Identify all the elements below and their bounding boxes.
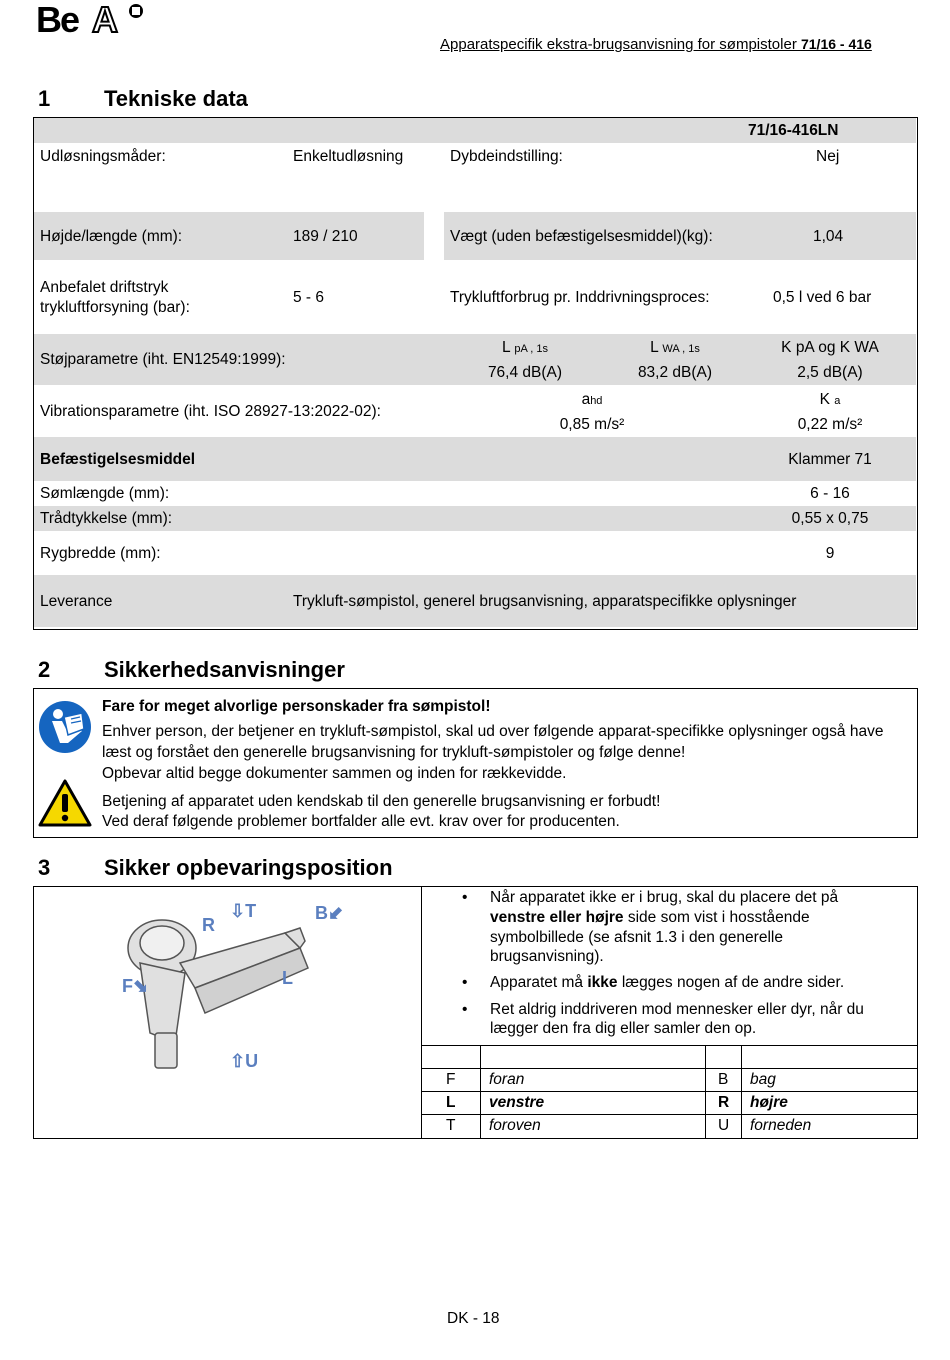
svg-text:A: A bbox=[92, 2, 118, 36]
lpa-value: 76,4 dB(A) bbox=[487, 364, 563, 381]
weight-value: 1,04 bbox=[813, 228, 844, 245]
read-manual-icon bbox=[38, 699, 92, 755]
ahd-header: ahd bbox=[581, 391, 603, 408]
warning-title: Fare for meget alvorlige personskader fra sømpistol! bbox=[102, 698, 491, 715]
legend-key: R bbox=[718, 1094, 730, 1111]
model-header: 71/16-416LN bbox=[748, 122, 839, 139]
page-number: DK - 18 bbox=[447, 1310, 500, 1327]
svg-text:Be: Be bbox=[36, 2, 79, 36]
section-2-title: Sikkerhedsanvisninger bbox=[104, 657, 345, 682]
arrow-b-icon: B⬋ bbox=[315, 903, 344, 923]
section-1-title: Tekniske data bbox=[104, 86, 248, 111]
length-label: Sømlængde (mm): bbox=[40, 485, 170, 502]
lwa-header: L WA , 1s bbox=[650, 339, 700, 356]
bullet-2: Apparatet må ikke lægges nogen af de andre sider. bbox=[490, 974, 845, 991]
lwa-value: 83,2 dB(A) bbox=[637, 364, 713, 381]
ka-header: K a bbox=[819, 391, 841, 408]
arrow-r-icon: R bbox=[202, 915, 215, 935]
arrow-up-u-icon: ⇧U bbox=[230, 1051, 259, 1071]
bullet-1-line-2: venstre eller højre side som vist i hosstående bbox=[490, 909, 810, 926]
section-3-number: 3 bbox=[38, 855, 51, 880]
legend-value: bag bbox=[750, 1071, 776, 1088]
bullet-icon: • bbox=[462, 889, 468, 906]
height-label: Højde/længde (mm): bbox=[40, 228, 183, 245]
legend-key: B bbox=[718, 1071, 729, 1088]
bullet-3-line-2: lægger den fra dig eller samler den op. bbox=[490, 1020, 757, 1037]
document-header: Apparatspecifik ekstra-brugsanvisning for sømpistoler 71/16 - 416 bbox=[440, 36, 872, 53]
section-3-title: Sikker opbevaringsposition bbox=[104, 855, 393, 880]
weight-label: Vægt (uden befæstigelsesmiddel)(kg): bbox=[450, 228, 713, 245]
bullet-icon: • bbox=[462, 1001, 468, 1018]
pressure-label-2: trykluftforsyning (bar): bbox=[40, 299, 190, 316]
safety-text-5: Ved deraf følgende problemer bortfalder alle evt. krav over for producenten. bbox=[102, 813, 620, 830]
legend-key: T bbox=[446, 1117, 456, 1134]
fastener-label: Befæstigelsesmiddel bbox=[40, 451, 196, 468]
section-2-number: 2 bbox=[38, 657, 51, 682]
bullet-1-line-4: brugsanvisning). bbox=[490, 948, 604, 965]
lpa-header: L pA , 1s bbox=[502, 339, 548, 356]
crown-value: 9 bbox=[825, 545, 835, 562]
arrow-l-icon: L bbox=[282, 968, 293, 988]
warning-icon bbox=[38, 778, 92, 828]
safety-text-2: læst og forstået den generelle brugsanvisning for trykluft-sømpistoler og følge denne! bbox=[102, 744, 686, 761]
ahd-value: 0,85 m/s² bbox=[559, 416, 625, 433]
depth-value: Nej bbox=[816, 148, 840, 165]
k-header: K pA og K WA bbox=[781, 339, 879, 356]
k-value: 2,5 dB(A) bbox=[797, 364, 863, 381]
trigger-value: Enkeltudløsning bbox=[293, 148, 404, 165]
bullet-3-line-1: Ret aldrig inddriveren mod mennesker eller dyr, når du bbox=[490, 1001, 864, 1018]
air-value: 0,5 l ved 6 bar bbox=[773, 289, 872, 306]
length-value: 6 - 16 bbox=[810, 485, 850, 502]
depth-label: Dybdeindstilling: bbox=[450, 148, 563, 165]
arrow-down-t-icon: ⇩T bbox=[230, 901, 257, 921]
safety-text-3: Opbevar altid begge dokumenter sammen og inden for rækkevidde. bbox=[102, 765, 567, 782]
height-value: 189 / 210 bbox=[293, 228, 358, 245]
wire-label: Trådtykkelse (mm): bbox=[40, 510, 173, 527]
air-label: Trykluftforbrug pr. Inddrivningsproces: bbox=[450, 289, 710, 306]
crown-label: Rygbredde (mm): bbox=[40, 545, 161, 562]
legend-value: foroven bbox=[489, 1117, 541, 1134]
bullet-icon: • bbox=[462, 974, 468, 991]
legend-key: U bbox=[718, 1117, 730, 1134]
pressure-value: 5 - 6 bbox=[293, 289, 325, 306]
delivery-value: Trykluft-sømpistol, generel brugsanvisning, apparatspecifikke oplysninger bbox=[293, 593, 797, 610]
safety-text-1: Enhver person, der betjener en trykluft-sømpistol, skal ud over følgende apparat-specifikke oplysninger også have bbox=[102, 723, 884, 740]
legend-key: F bbox=[446, 1071, 456, 1088]
legend-value: højre bbox=[750, 1094, 788, 1111]
delivery-label: Leverance bbox=[40, 593, 113, 610]
safety-text-4: Betjening af apparatet uden kendskab til den generelle brugsanvisning er forbudt! bbox=[102, 793, 661, 810]
legend-value: venstre bbox=[489, 1094, 545, 1111]
fastener-value: Klammer 71 bbox=[788, 451, 872, 468]
bullet-1-line-3: symbolbillede (se afsnit 1.3 i den generelle bbox=[490, 929, 783, 946]
bea-logo bbox=[36, 2, 146, 36]
nailer-illustration bbox=[110, 893, 350, 1078]
trigger-label: Udløsningsmåder: bbox=[40, 148, 166, 165]
legend-value: foran bbox=[489, 1071, 525, 1088]
pressure-label-1: Anbefalet driftstryk bbox=[40, 279, 169, 296]
vibration-label: Vibrationsparametre (iht. ISO 28927-13:2022-02): bbox=[40, 403, 381, 420]
legend-key: L bbox=[446, 1094, 456, 1111]
noise-label: Støjparametre (iht. EN12549:1999): bbox=[40, 351, 286, 368]
bullet-1-line-1: Når apparatet ikke er i brug, skal du placere det på bbox=[490, 889, 839, 906]
arrow-f-icon: F⬊ bbox=[122, 976, 149, 996]
wire-value: 0,55 x 0,75 bbox=[791, 510, 869, 527]
legend-value: forneden bbox=[750, 1117, 812, 1134]
ka-value: 0,22 m/s² bbox=[797, 416, 863, 433]
section-1-number: 1 bbox=[38, 86, 51, 111]
